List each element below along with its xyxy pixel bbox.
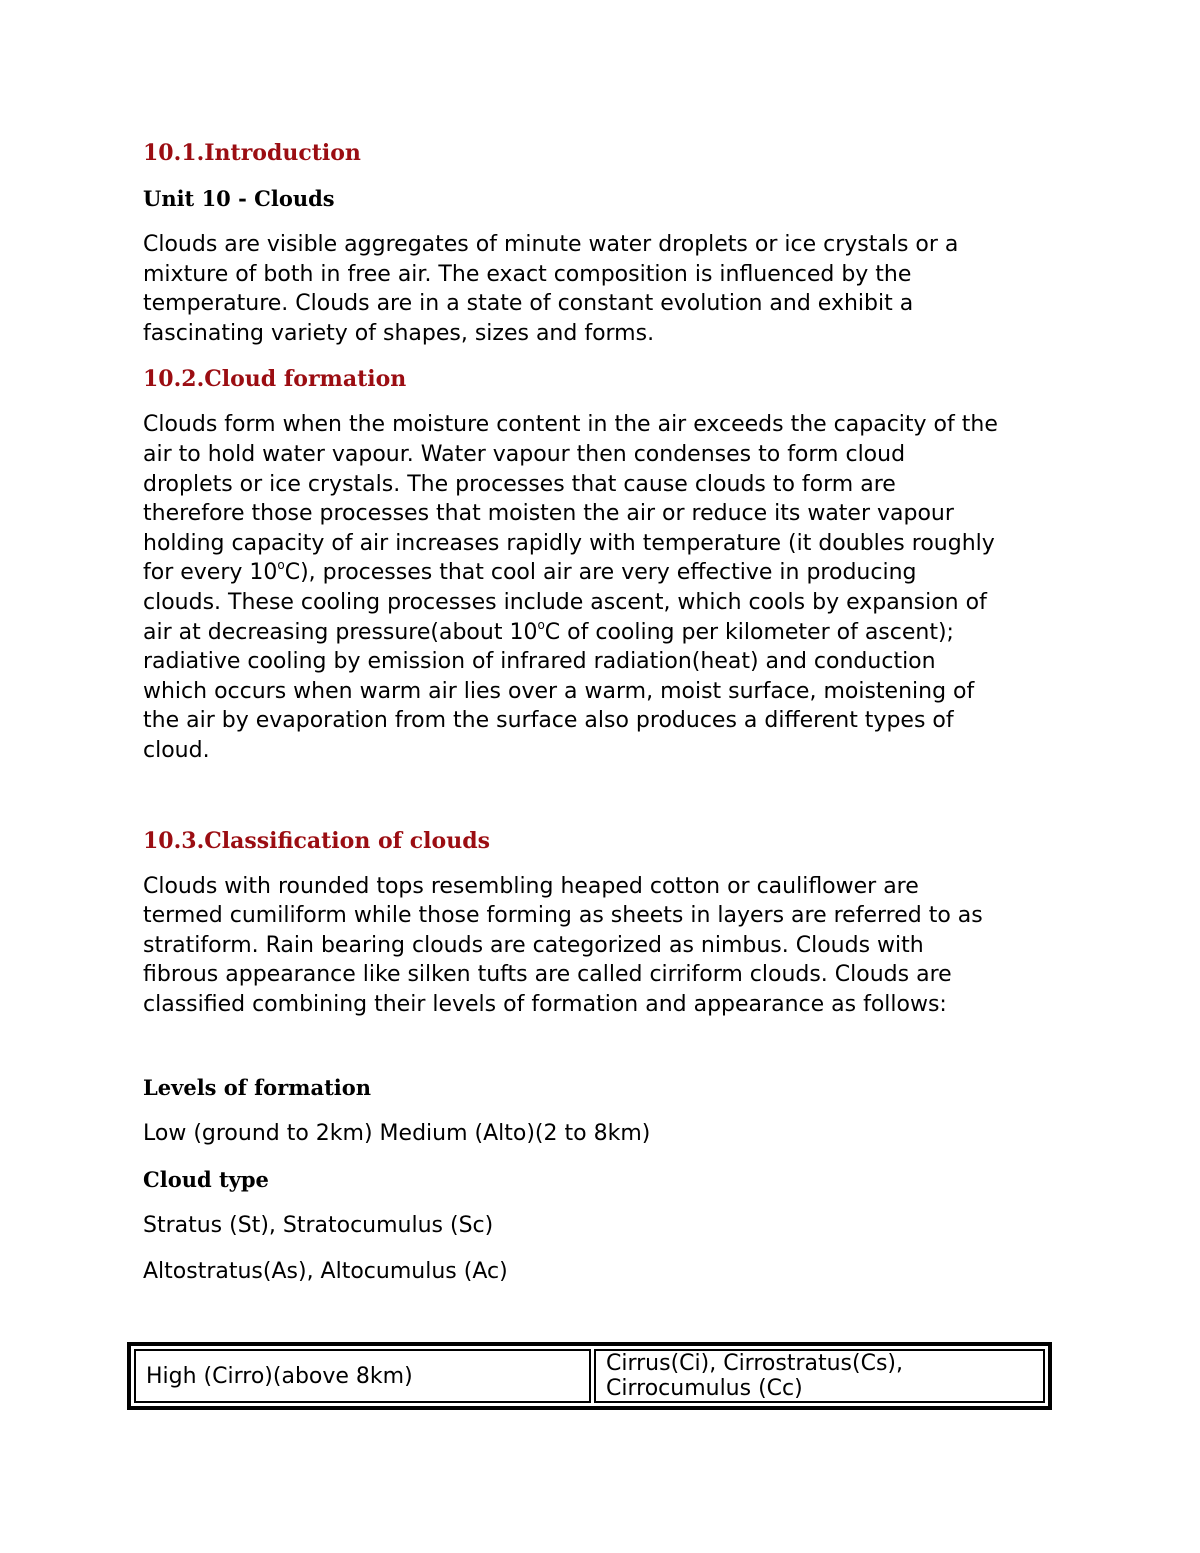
formation-line: holding capacity of air increases rapidly with temperature (it doubles roughly	[143, 530, 995, 556]
formation-text: air at decreasing pressure(about 10	[143, 619, 538, 645]
cloud-table	[127, 1342, 1052, 1410]
intro-line: temperature. Clouds are in a state of constant evolution and exhibit a	[143, 291, 914, 317]
formation-line: the air by evaporation from the surface also produces a different types of	[143, 708, 954, 734]
classification-line: fibrous appearance like silken tufts are called cirriform clouds. Clouds are	[143, 962, 952, 988]
formation-line: clouds. These cooling processes include ascent, which cools by expansion of	[143, 589, 987, 615]
degree-superscript: o	[277, 558, 285, 573]
table-cell-text: Cirrocumulus (Cc)	[606, 1376, 803, 1401]
formation-line: Clouds form when the moisture content in the air exceeds the capacity of the	[143, 412, 998, 438]
formation-line: cloud.	[143, 737, 210, 763]
formation-line: therefore those processes that moisten the air or reduce its water vapour	[143, 501, 954, 527]
formation-line: radiative cooling by emission of infrared radiation(heat) and conduction	[143, 649, 936, 675]
degree-superscript: o	[537, 617, 545, 632]
formation-line: droplets or ice crystals. The processes that cause clouds to form are	[143, 471, 896, 497]
classification-line: termed cumiliform while those forming as sheets in layers are referred to as	[143, 903, 983, 929]
formation-text: C), processes that cool air are very effective in producing	[284, 560, 917, 586]
cloud-type-line-2	[143, 1257, 1063, 1287]
formation-heading: 10.2.Cloud formation	[143, 366, 407, 393]
intro-line: fascinating variety of shapes, sizes and forms.	[143, 320, 655, 346]
levels-heading: Levels of formation	[143, 1075, 372, 1101]
formation-paragraph	[143, 410, 1063, 765]
classification-paragraph	[143, 872, 1063, 1020]
table-cell-types	[594, 1349, 1045, 1403]
classification-line: classified combining their levels of formation and appearance as follows:	[143, 991, 947, 1017]
classification-heading: 10.3.Classification of clouds	[143, 827, 490, 854]
formation-text: C of cooling per kilometer of ascent);	[544, 619, 954, 645]
table-cell-level	[134, 1349, 591, 1403]
intro-line: mixture of both in free air. The exact composition is influenced by the	[143, 261, 912, 287]
table-cell-text: High (Cirro)(above 8km)	[146, 1363, 413, 1389]
formation-line	[143, 618, 1063, 648]
formation-line: which occurs when warm air lies over a warm, moist surface, moistening of	[143, 678, 975, 704]
levels-line: Low (ground to 2km) Medium (Alto)(2 to 8km)	[143, 1121, 651, 1147]
classification-line: stratiform. Rain bearing clouds are categorized as nimbus. Clouds with	[143, 932, 924, 958]
cloud-type-text: Altostratus(As), Altocumulus (Ac)	[143, 1258, 508, 1284]
intro-paragraph	[143, 230, 1063, 348]
cloud-type-line-1	[143, 1211, 1063, 1241]
formation-line: air to hold water vapour. Water vapour then condenses to form cloud	[143, 441, 906, 467]
levels-text	[143, 1119, 1063, 1149]
cloud-type-heading: Cloud type	[143, 1167, 269, 1193]
table-cell-text: Cirrus(Ci), Cirrostratus(Cs),	[606, 1351, 903, 1376]
intro-heading: 10.1.Introduction	[143, 140, 361, 166]
formation-line	[143, 558, 1063, 588]
spacer	[143, 1035, 1063, 1073]
spacer	[143, 782, 1063, 826]
formation-text: for every 10	[143, 560, 278, 586]
unit-title: Unit 10 - Clouds	[143, 186, 335, 211]
document-page	[143, 138, 1063, 1302]
intro-line: Clouds are visible aggregates of minute water droplets or ice crystals or a	[143, 232, 959, 257]
table-cell-text-block	[606, 1351, 903, 1401]
classification-line: Clouds with rounded tops resembling heaped cotton or cauliflower are	[143, 873, 919, 899]
cloud-type-text: Stratus (St), Stratocumulus (Sc)	[143, 1213, 494, 1239]
